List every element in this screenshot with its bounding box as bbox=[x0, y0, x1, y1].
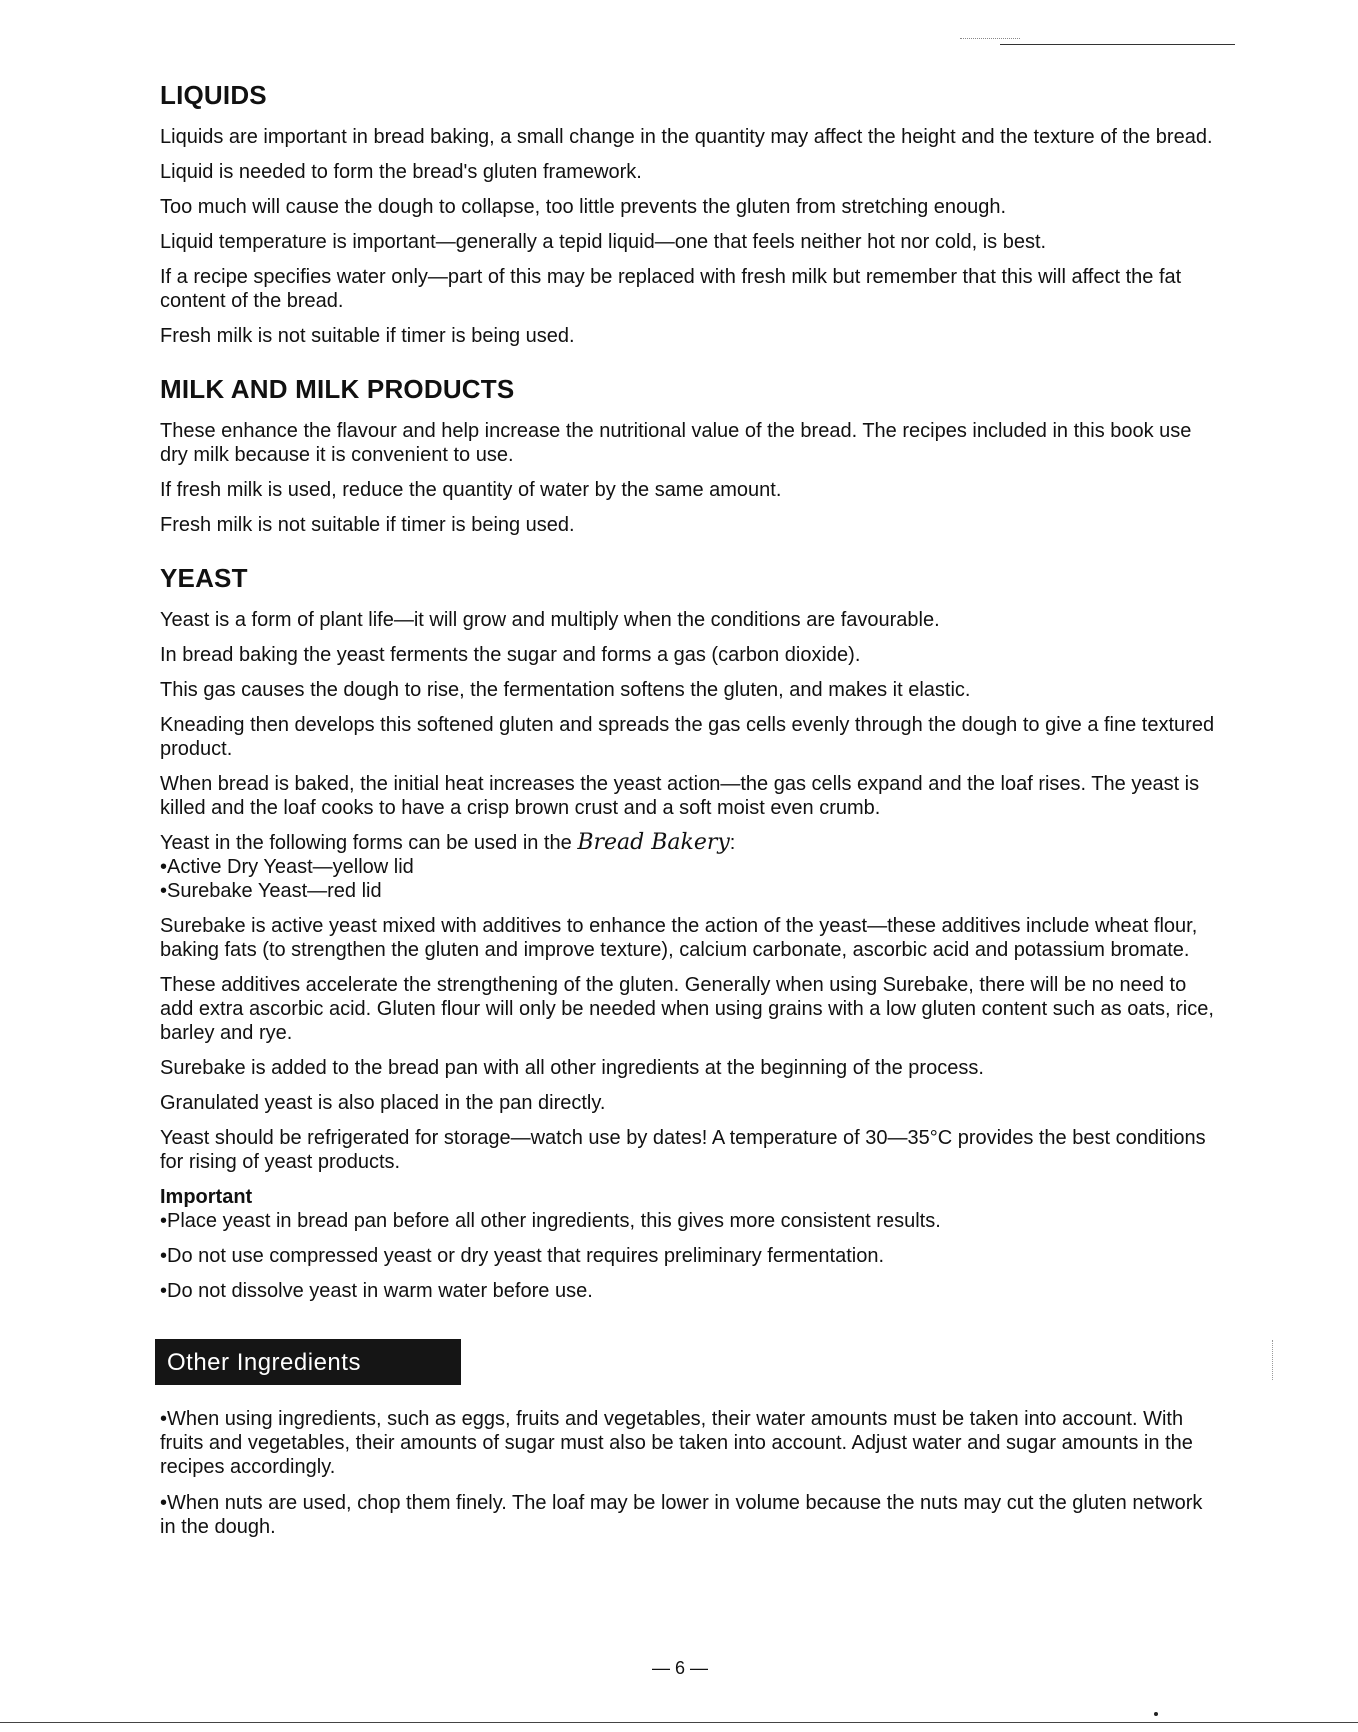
list-item: •Place yeast in bread pan before all other ingredients, this gives more consistent results. bbox=[160, 1210, 941, 1232]
list-item: •Active Dry Yeast—yellow lid bbox=[160, 856, 414, 878]
yeast-forms-intro bbox=[160, 831, 1220, 855]
paragraph: Liquid temperature is important—generally a tepid liquid—one that feels neither hot nor cold, is best. bbox=[160, 231, 1047, 253]
paragraph: Liquid is needed to form the bread's gluten framework. bbox=[160, 161, 642, 183]
page-number: — 6 — bbox=[651, 1658, 708, 1678]
paragraph: If fresh milk is used, reduce the quantity of water by the same amount. bbox=[160, 479, 782, 501]
list-item: •Do not use compressed yeast or dry yeast that requires preliminary fermentation. bbox=[160, 1245, 884, 1267]
paragraph: Surebake is active yeast mixed with additives to enhance the action of the yeast—these additives include wheat flour, baking fats (to strengthen the gluten and improve texture), calcium carbonate, ascorbic acid and potassium bromate. bbox=[160, 915, 1198, 961]
paragraph: Yeast is a form of plant life—it will grow and multiply when the conditions are favourable. bbox=[160, 609, 940, 631]
paragraph: If a recipe specifies water only—part of this may be replaced with fresh milk but remember that this will affect the fat content of the bread. bbox=[160, 266, 1182, 312]
important-title: Important bbox=[160, 1186, 253, 1208]
heading-milk: MILK AND MILK PRODUCTS bbox=[160, 374, 515, 404]
paragraph: Kneading then develops this softened gluten and spreads the gas cells evenly through the dough to give a fine textured product. bbox=[160, 714, 1215, 760]
paragraph: These additives accelerate the strengthening of the gluten. Generally when using Surebake, there will be no need to add extra ascorbic acid. Gluten flour will only be needed when using grains with a low gluten content such as oats, rice, barley and rye. bbox=[160, 974, 1214, 1044]
scan-artifact-line bbox=[960, 38, 1020, 39]
section-liquids bbox=[160, 80, 1220, 348]
paragraph: Fresh milk is not suitable if timer is being used. bbox=[160, 514, 575, 536]
list-item: •Do not dissolve yeast in warm water before use. bbox=[160, 1280, 593, 1302]
paragraph: Liquids are important in bread baking, a small change in the quantity may affect the height and the texture of the bread. bbox=[160, 126, 1213, 148]
section-milk bbox=[160, 374, 1220, 537]
list-item: •When nuts are used, chop them finely. The loaf may be lower in volume because the nuts may cut the gluten network in the dough. bbox=[160, 1492, 1203, 1538]
section-yeast bbox=[160, 563, 1220, 1303]
heading-yeast: YEAST bbox=[160, 563, 248, 593]
forms-intro-text: Yeast in the following forms can be used in the bbox=[160, 832, 572, 854]
list-item: •Surebake Yeast—red lid bbox=[160, 880, 382, 902]
scan-artifact-mark bbox=[1272, 1340, 1275, 1380]
section-other-ingredients bbox=[160, 1329, 1220, 1539]
paragraph: Granulated yeast is also placed in the pan directly. bbox=[160, 1092, 606, 1114]
paragraph: In bread baking the yeast ferments the sugar and forms a gas (carbon dioxide). bbox=[160, 644, 861, 666]
page-content bbox=[160, 80, 1220, 1551]
bottom-rule bbox=[0, 1722, 1358, 1723]
brand-name: Bread Bakery bbox=[577, 830, 730, 855]
paragraph: Surebake is added to the bread pan with all other ingredients at the beginning of the process. bbox=[160, 1057, 984, 1079]
forms-colon: : bbox=[729, 832, 736, 854]
heading-liquids: LIQUIDS bbox=[160, 80, 267, 110]
top-rule bbox=[1000, 44, 1235, 45]
paragraph: When bread is baked, the initial heat increases the yeast action—the gas cells expand and the loaf rises. The yeast is killed and the loaf cooks to have a crisp brown crust and a soft moist even crumb. bbox=[160, 773, 1200, 819]
scan-artifact-dot bbox=[1154, 1712, 1158, 1716]
paragraph: Yeast should be refrigerated for storage—watch use by dates! A temperature of 30—35°C provides the best conditions for rising of yeast products. bbox=[160, 1127, 1206, 1173]
paragraph: These enhance the flavour and help increase the nutritional value of the bread. The recipes included in this book use dry milk because it is convenient to use. bbox=[160, 420, 1192, 466]
other-ingredients-banner: Other Ingredients bbox=[155, 1339, 461, 1385]
list-item: •When using ingredients, such as eggs, fruits and vegetables, their water amounts must be taken into account. With fruits and vegetables, their amounts of sugar must also be taken into account. Adjust water and sugar amounts in the recipes accordingly. bbox=[160, 1408, 1193, 1478]
paragraph: Too much will cause the dough to collapse, too little prevents the gluten from stretching enough. bbox=[160, 196, 1007, 218]
paragraph: This gas causes the dough to rise, the fermentation softens the gluten, and makes it elastic. bbox=[160, 679, 971, 701]
paragraph: Fresh milk is not suitable if timer is being used. bbox=[160, 325, 575, 347]
